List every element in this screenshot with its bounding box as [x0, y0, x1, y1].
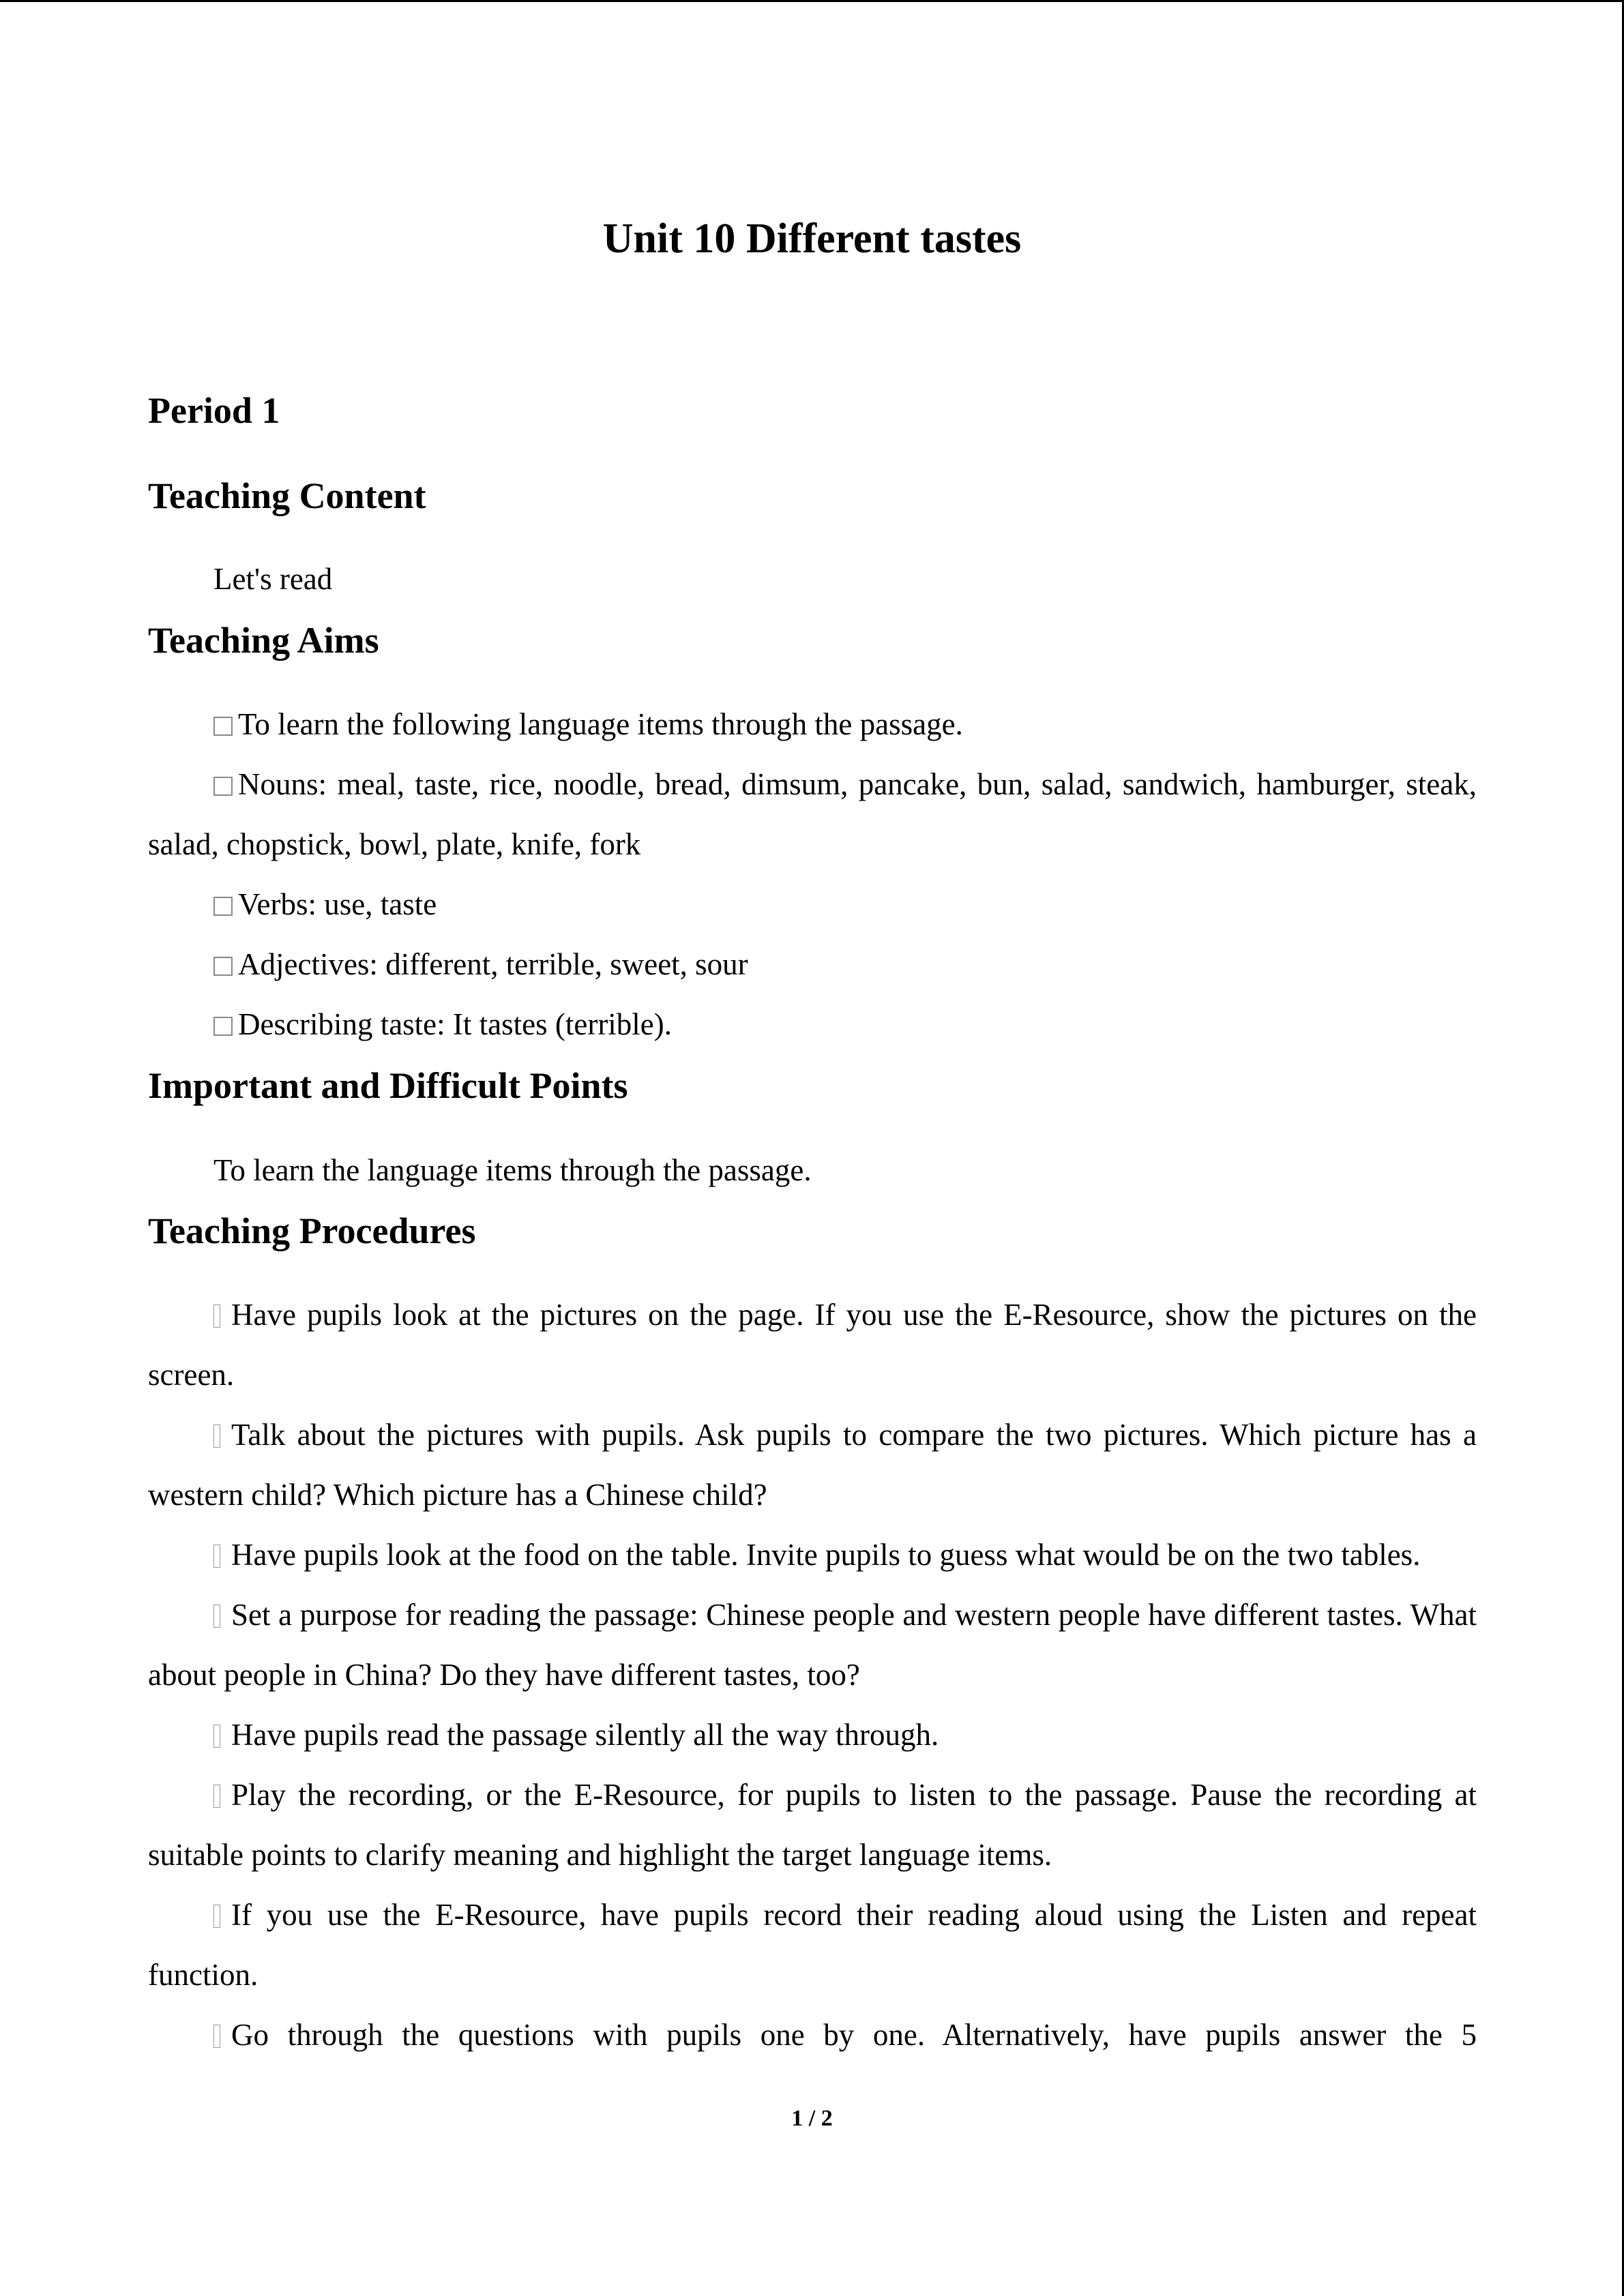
important-points-heading: Important and Difficult Points: [148, 1065, 628, 1106]
aims-item-text: Nouns: meal, taste, rice, noodle, bread, dimsum, pancake, bun, salad, sandwich, hamburger, steak, salad, chopstick, bowl, plate, knife, fork: [148, 767, 1477, 861]
aims-item: [148, 694, 1477, 754]
procedure-item-text: Have pupils read the passage silently all the way through.: [231, 1718, 939, 1752]
aims-item-text: Adjectives: different, terrible, sweet, sour: [238, 947, 748, 981]
bullet-icon: [213, 1605, 220, 1628]
checkbox-bullet-icon: [213, 957, 233, 976]
bullet-icon: [213, 1785, 220, 1808]
checkbox-bullet-icon: [213, 717, 233, 736]
aims-item: [148, 934, 1477, 994]
aims-item: [148, 994, 1477, 1054]
procedure-item-text: Have pupils look at the pictures on the page. If you use the E-Resource, show the pictures on the screen.: [148, 1298, 1477, 1392]
bullet-icon: [213, 2025, 220, 2048]
procedure-item: [148, 1525, 1477, 1585]
teaching-content-heading: Teaching Content: [148, 475, 426, 516]
bullet-icon: [213, 1545, 220, 1568]
aims-item: [148, 754, 1477, 874]
procedure-item: [148, 1705, 1477, 1765]
teaching-content-value: Let's read: [213, 562, 333, 596]
teaching-procedures-heading: Teaching Procedures: [148, 1210, 476, 1251]
procedure-item: [148, 2005, 1477, 2065]
procedure-item-text: Go through the questions with pupils one by one. Alternatively, have pupils answer the 5: [231, 2018, 1477, 2052]
procedure-item: [148, 1405, 1477, 1525]
page-border-top: [0, 0, 1624, 2]
bullet-icon: [213, 1425, 220, 1448]
teaching-content-text: [148, 549, 1477, 609]
aims-item-text: To learn the following language items through the passage.: [238, 707, 963, 741]
important-points-value: To learn the language items through the passage.: [213, 1153, 812, 1187]
document-title: Unit 10 Different tastes: [602, 215, 1022, 262]
page-number: 1 / 2: [791, 2106, 833, 2131]
procedure-item-text: Play the recording, or the E-Resource, for pupils to listen to the passage. Pause the recording at suitable points to clarify meaning and highlight the target language items.: [148, 1778, 1477, 1872]
period-heading: Period 1: [148, 390, 280, 431]
procedure-item: [148, 1885, 1477, 2005]
aims-item-text: Describing taste: It tastes (terrible).: [238, 1007, 673, 1041]
checkbox-bullet-icon: [213, 897, 233, 916]
checkbox-bullet-icon: [213, 777, 233, 796]
procedure-item-text: Talk about the pictures with pupils. Ask pupils to compare the two pictures. Which picture has a western child? Which picture has a Chinese child?: [148, 1418, 1477, 1512]
procedure-item: [148, 1285, 1477, 1405]
bullet-icon: [213, 1725, 220, 1748]
procedure-item-text: Set a purpose for reading the passage: Chinese people and western people have different tastes. What about people in China? Do they have different tastes, too?: [148, 1598, 1477, 1692]
bullet-icon: [213, 1304, 220, 1328]
checkbox-bullet-icon: [213, 1017, 233, 1036]
aims-item: [148, 874, 1477, 934]
important-points-text: [148, 1140, 1477, 1200]
procedure-item-text: Have pupils look at the food on the table. Invite pupils to guess what would be on the two tables.: [231, 1538, 1421, 1572]
procedure-item-text: If you use the E-Resource, have pupils record their reading aloud using the Listen and repeat function.: [148, 1898, 1477, 1992]
procedure-item: [148, 1765, 1477, 1885]
procedure-item: [148, 1585, 1477, 1705]
aims-item-text: Verbs: use, taste: [238, 887, 437, 921]
teaching-aims-heading: Teaching Aims: [148, 620, 379, 661]
bullet-icon: [213, 1905, 220, 1928]
